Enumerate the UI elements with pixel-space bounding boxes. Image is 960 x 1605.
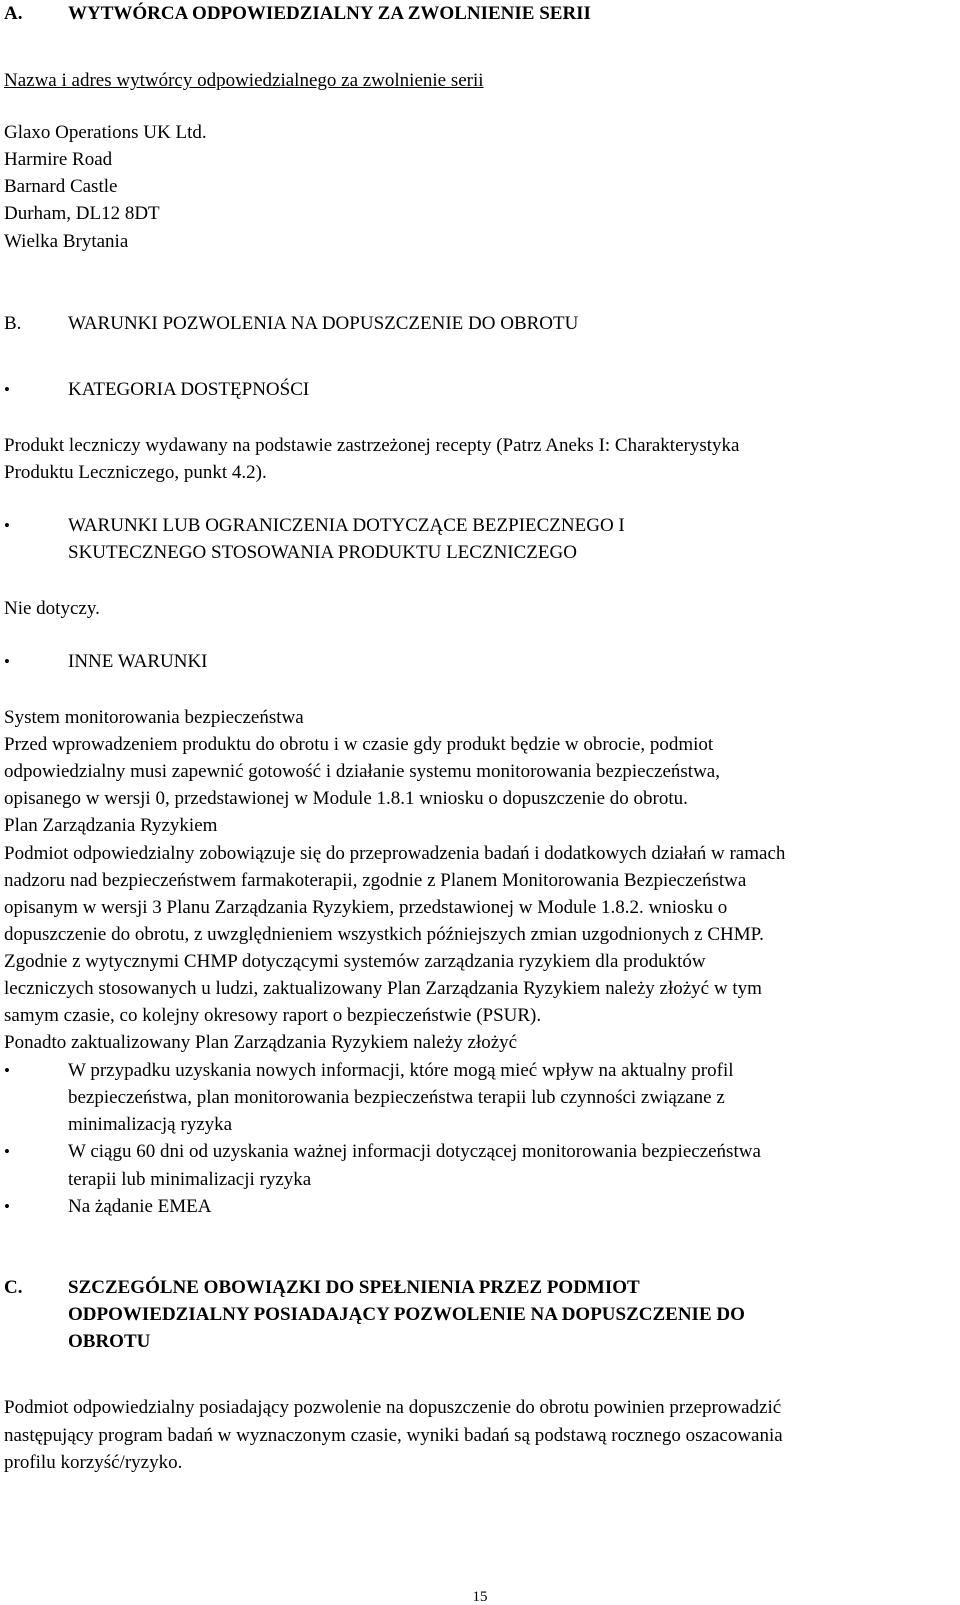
bullet-icon: • xyxy=(4,1197,10,1216)
section-c-text-line: następujący program badań w wyznaczonym czasie, wyniki badań są podstawą rocznego oszacowania xyxy=(4,1425,783,1446)
safety-heading-line: SKUTECZNEGO STOSOWANIA PRODUKTU LECZNICZEGO xyxy=(68,542,577,563)
section-c-title-line: SZCZEGÓLNE OBOWIĄZKI DO SPEŁNIENIA PRZEZ PODMIOT xyxy=(68,1277,640,1298)
section-a-title: WYTWÓRCA ODPOWIEDZIALNY ZA ZWOLNIENIE SERII xyxy=(68,3,591,24)
other-conditions-heading: INNE WARUNKI xyxy=(68,651,208,672)
address-line: Durham, DL12 8DT xyxy=(4,203,160,224)
bullet-icon: • xyxy=(4,380,10,399)
safety-heading-line: WARUNKI LUB OGRANICZENIA DOTYCZĄCE BEZPIECZNEGO I xyxy=(68,515,625,536)
list-item-line: Na żądanie EMEA xyxy=(68,1196,212,1217)
manufacturer-subheading: Nazwa i adres wytwórcy odpowiedzialnego za zwolnienie serii xyxy=(4,70,484,91)
body-line: nadzoru nad bezpieczeństwem farmakoterapii, zgodnie z Planem Monitorowania Bezpieczeństwa xyxy=(4,870,747,891)
bullet-icon: • xyxy=(4,652,10,671)
body-line: Przed wprowadzeniem produktu do obrotu i w czasie gdy produkt będzie w obrocie, podmiot xyxy=(4,734,714,755)
body-line: opisanym w wersji 3 Planu Zarządzania Ryzykiem, przedstawionej w Module 1.8.2. wniosku o xyxy=(4,897,728,918)
bullet-icon: • xyxy=(4,1061,10,1080)
category-heading: KATEGORIA DOSTĘPNOŚCI xyxy=(68,379,310,400)
body-line: dopuszczenie do obrotu, z uwzględnieniem wszystkich późniejszych zmian uzgodnionych z CHMP. xyxy=(4,924,764,945)
body-line: Podmiot odpowiedzialny zobowiązuje się do przeprowadzenia badań i dodatkowych działań w ramach xyxy=(4,843,786,864)
body-line: leczniczych stosowanych u ludzi, zaktualizowany Plan Zarządzania Ryzykiem należy złożyć w tym xyxy=(4,978,762,999)
body-line: odpowiedzialny musi zapewnić gotowość i działanie systemu monitorowania bezpieczeństwa, xyxy=(4,761,720,782)
section-b-title: WARUNKI POZWOLENIA NA DOPUSZCZENIE DO OBROTU xyxy=(68,313,579,334)
address-line: Glaxo Operations UK Ltd. xyxy=(4,122,207,143)
section-c-title-line: ODPOWIEDZIALNY POSIADAJĄCY POZWOLENIE NA DOPUSZCZENIE DO xyxy=(68,1304,745,1325)
section-b-marker: B. xyxy=(4,313,22,334)
address-line: Wielka Brytania xyxy=(4,231,129,252)
list-item-line: terapii lub minimalizacji ryzyka xyxy=(68,1169,312,1190)
section-c-text-line: profilu korzyść/ryzyko. xyxy=(4,1452,183,1473)
list-item-line: W przypadku uzyskania nowych informacji, które mogą mieć wpływ na aktualny profil xyxy=(68,1060,734,1081)
address-line: Barnard Castle xyxy=(4,176,118,197)
body-line: System monitorowania bezpieczeństwa xyxy=(4,707,304,728)
address-line: Harmire Road xyxy=(4,149,113,170)
category-text-line: Produktu Leczniczego, punkt 4.2). xyxy=(4,462,267,483)
safety-text: Nie dotyczy. xyxy=(4,598,100,619)
body-line: samym czasie, co kolejny okresowy raport o bezpieczeństwie (PSUR). xyxy=(4,1005,542,1026)
list-item-line: bezpieczeństwa, plan monitorowania bezpieczeństwa terapii lub czynności związane z xyxy=(68,1087,725,1108)
section-c-marker: C. xyxy=(4,1277,23,1298)
section-c-text-line: Podmiot odpowiedzialny posiadający pozwolenie na dopuszczenie do obrotu powinien przeprowadzić xyxy=(4,1397,782,1418)
category-text-line: Produkt leczniczy wydawany na podstawie zastrzeżonej recepty (Patrz Aneks I: Charakterystyka xyxy=(4,435,740,456)
body-line: Zgodnie z wytycznymi CHMP dotyczącymi systemów zarządzania ryzykiem dla produktów xyxy=(4,951,706,972)
body-line: Ponadto zaktualizowany Plan Zarządzania Ryzykiem należy złożyć xyxy=(4,1032,518,1053)
body-line: Plan Zarządzania Ryzykiem xyxy=(4,815,218,836)
list-item-line: W ciągu 60 dni od uzyskania ważnej informacji dotyczącej monitorowania bezpieczeństwa xyxy=(68,1141,761,1162)
bullet-icon: • xyxy=(4,1142,10,1161)
page-number: 15 xyxy=(472,1589,488,1605)
bullet-icon: • xyxy=(4,516,10,535)
section-c-title-line: OBROTU xyxy=(68,1331,151,1352)
list-item-line: minimalizacją ryzyka xyxy=(68,1114,233,1135)
section-a-marker: A. xyxy=(4,3,23,24)
body-line: opisanego w wersji 0, przedstawionej w Module 1.8.1 wniosku o dopuszczenie do obrotu. xyxy=(4,788,688,809)
